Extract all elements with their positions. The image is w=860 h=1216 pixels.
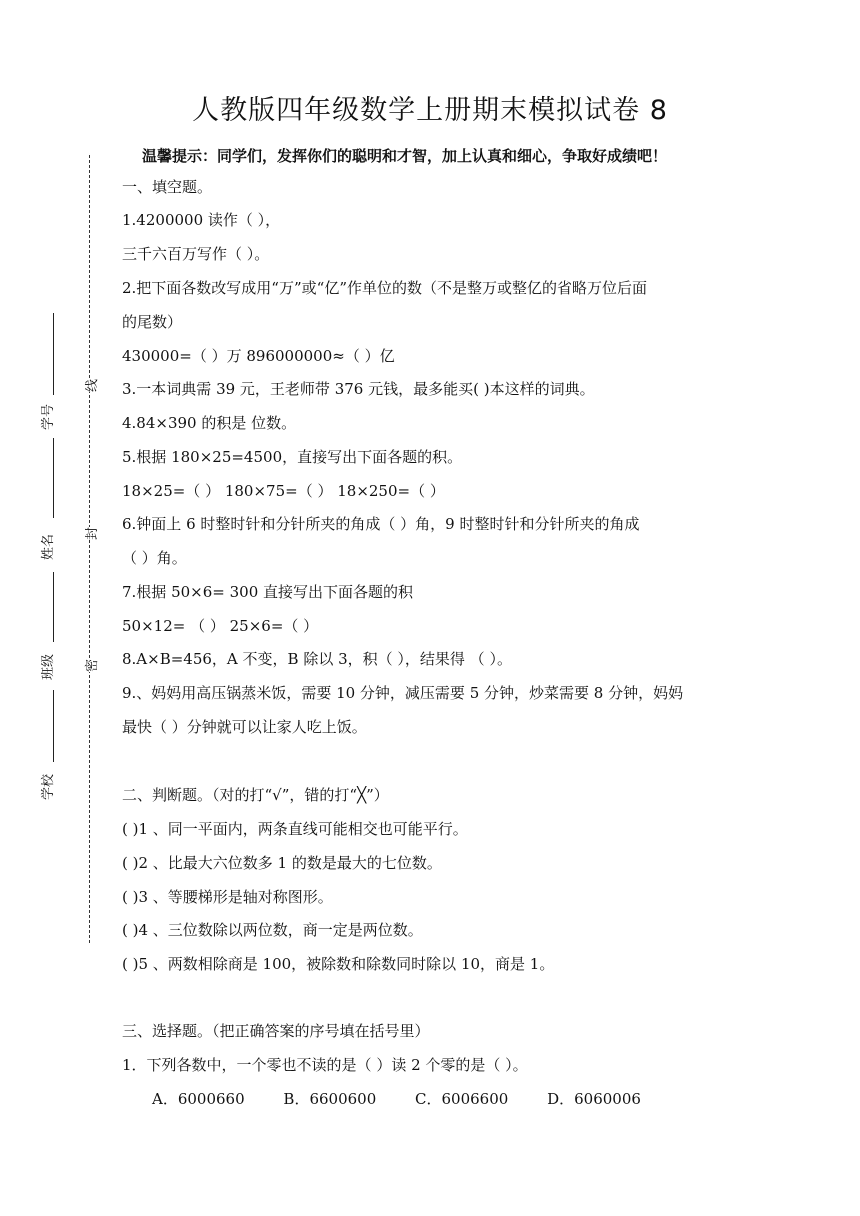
label-banji: 班级: [41, 653, 56, 680]
section2-heading: 二、判断题。（对的打“√”，错的打“╳”）: [122, 786, 389, 804]
page-title: 人教版四年级数学上册期末模拟试卷 8: [192, 95, 668, 126]
label-xuexiao: 学校: [41, 773, 56, 800]
s1-line: 5.根据 180×25=4500，直接写出下面各题的积。: [122, 448, 463, 466]
s1-line: 4.84×390 的积是 位数。: [122, 414, 297, 432]
s1-line: 50×12= （ ） 25×6=（ ）: [122, 617, 319, 635]
option-d: D．6060006: [547, 1090, 641, 1108]
s2-line: ( )3 、等腰梯形是轴对称图形。: [122, 888, 333, 906]
s2-line: ( )5 、两数相除商是 100，被除数和除数同时除以 10，商是 1。: [122, 955, 555, 973]
s3-question: 1．下列各数中，一个零也不读的是（ ）读 2 个零的是（ ）。: [122, 1056, 528, 1074]
label-mi: 密: [81, 659, 100, 672]
s1-line: 18×25=（ ） 180×75=（ ） 18×250=（ ）: [122, 482, 445, 500]
xuehao-blank: [53, 313, 54, 395]
s1-line: 430000=（ ）万 896000000≈（ ）亿: [122, 347, 395, 365]
section1-heading: 一、填空题。: [122, 178, 213, 196]
s1-line: 9.、妈妈用高压锅蒸米饭，需要 10 分钟，减压需要 5 分钟，炒菜需要 8 分钟，妈妈: [122, 684, 684, 702]
s1-line: 6.钟面上 6 时整时针和分针所夹的角成（ ）角，9 时整时针和分针所夹的角成: [122, 515, 640, 533]
s1-line: 最快（ ）分钟就可以让家人吃上饭。: [122, 718, 367, 736]
s1-line: 7.根据 50×6= 300 直接写出下面各题的积: [122, 583, 414, 601]
section3-heading: 三、选择题。（把正确答案的序号填在括号里）: [122, 1022, 430, 1040]
s1-line: 2.把下面各数改写成用“万”或“亿”作单位的数（不是整万或整亿的省略万位后面: [122, 279, 647, 297]
s1-line: 3.一本词典需 39 元，王老师带 376 元钱，最多能买( )本这样的词典。: [122, 380, 595, 398]
banji-blank: [53, 572, 54, 642]
s2-line: ( )4 、三位数除以两位数，商一定是两位数。: [122, 921, 423, 939]
s3-options: [152, 1088, 675, 1109]
label-xuehao: 学号: [41, 403, 56, 430]
dashed-cut-line: [89, 155, 90, 943]
xuexiao-blank: [53, 690, 54, 762]
xingming-blank: [53, 438, 54, 518]
s2-line: ( )2 、比最大六位数多 1 的数是最大的七位数。: [122, 854, 442, 872]
s1-line: 8.A×B=456，A 不变，B 除以 3，积（ ），结果得 （ ）。: [122, 650, 512, 668]
s1-line: 三千六百万写作（ ）。: [122, 245, 270, 263]
tip-text: 温馨提示：同学们，发挥你们的聪明和才智，加上认真和细心，争取好成绩吧！: [142, 147, 668, 165]
option-b: B．6600600: [283, 1090, 377, 1108]
label-xian: 线: [81, 379, 100, 392]
s1-line: 1.4200000 读作（ ），: [122, 211, 281, 229]
s2-line: ( )1 、同一平面内，两条直线可能相交也可能平行。: [122, 820, 468, 838]
label-feng: 封: [81, 527, 100, 540]
option-c: C．6006600: [415, 1090, 509, 1108]
s1-line: （ ）角。: [122, 549, 187, 567]
s1-line: 的尾数）: [122, 313, 183, 331]
option-a: A．6000660: [152, 1090, 245, 1108]
label-xingming: 姓名: [41, 533, 56, 560]
